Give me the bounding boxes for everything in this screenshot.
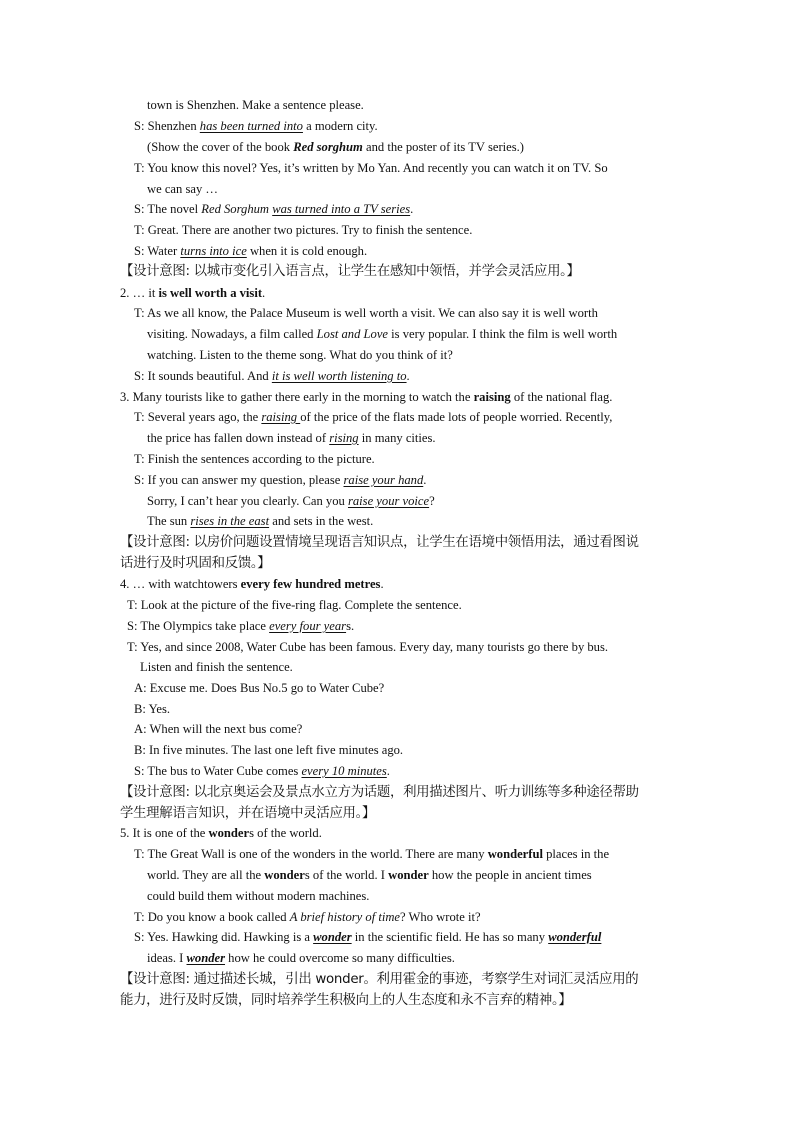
emphasized-text: Red Sorghum [201,202,270,216]
text-line [127,598,462,613]
text-line [134,910,481,925]
text-segment: when it is cold enough. [246,244,368,258]
text-line [134,702,170,717]
design-intent-note [120,535,639,551]
text-segment: town is Shenzhen. Make a sentence please. [147,98,364,112]
text-segment: . [262,286,266,300]
text-line [134,930,601,945]
text-segment: places in the [542,847,610,861]
text-segment: T: Yes, and since 2008, Water Cube has been famous. Every day, many tourists go there by bus. [127,640,609,654]
text-line [134,223,472,238]
text-segment: T: Several years ago, the [134,410,262,424]
text-line [147,494,435,509]
text-segment: the price has fallen down instead of [147,431,330,445]
text-segment: 2. … it [120,286,159,300]
text-line [134,452,375,467]
text-segment: 【设计意图: 通过描述长城，引出 wonder。利用霍金的事迹，考察学生对词汇灵活应用的 [120,972,639,987]
text-line [134,764,390,779]
text-segment: how he could overcome so many difficulties. [225,951,455,965]
text-line [147,868,592,883]
emphasized-text: was turned into a TV series [272,202,411,216]
text-line [134,681,384,696]
emphasized-text: A brief history of time [289,910,401,924]
design-intent-note [120,556,270,572]
design-intent-note [120,264,580,280]
text-segment: T: Do you know a book called [134,910,290,924]
text-segment: T: Look at the picture of the five-ring flag. Complete the sentence. [127,598,462,612]
text-segment: A: When will the next bus come? [134,722,303,736]
text-line [147,514,373,529]
emphasized-text: every few hundred metres [240,577,381,591]
text-segment: B: In five minutes. The last one left five minutes ago. [134,743,404,757]
text-segment: . [406,369,410,383]
text-segment: 【设计意图: 以城市变化引入语言点，让学生在感知中领悟，并学会灵活应用。】 [120,264,580,279]
emphasized-text: it is well worth listening to [271,369,407,383]
section-heading [120,577,384,592]
text-segment: how the people in ancient times [428,868,592,882]
text-segment: could build them without modern machines. [147,889,370,903]
text-line [134,410,612,425]
text-line [134,202,413,217]
text-segment: S: The novel [134,202,202,216]
section-heading [120,826,322,841]
design-intent-note [120,785,639,801]
text-segment: S: It sounds beautiful. And [134,369,272,383]
text-segment: T: As we all know, the Palace Museum is well worth a visit. We can also say it is well worth [134,306,598,320]
text-segment: 4. … with watchtowers [120,577,241,591]
text-line [147,98,364,113]
emphasized-text: every 10 minutes [301,764,387,778]
emphasized-text: wonder [313,930,352,944]
text-segment: 学生理解语言知识，并在语境中灵活应用。】 [120,806,376,821]
text-line [140,660,293,675]
section-heading [120,286,265,301]
text-segment: A: Excuse me. Does Bus No.5 go to Water Cube? [134,681,385,695]
text-segment: S: The Olympics take place [127,619,270,633]
text-line [147,140,524,155]
text-segment: Sorry, I can’t hear you clearly. Can you [147,494,348,508]
text-line [134,161,608,176]
text-segment: ? Who wrote it? [400,910,481,924]
text-segment: . [423,473,427,487]
text-segment: 【设计意图: 以房价问题设置情境呈现语言知识点，让学生在语境中领悟用法，通过看图说 [120,535,639,550]
text-segment: 能力，进行及时反馈，同时培养学生积极向上的人生态度和永不言弃的精神。】 [120,993,572,1008]
text-line [134,369,410,384]
emphasized-text: rises in the east [190,514,270,528]
emphasized-text: wonder [186,951,226,965]
text-segment: S: Yes. Hawking did. Hawking is a [134,930,314,944]
emphasized-text: wonder [264,868,305,882]
text-segment: T: You know this novel? Yes, it’s written by Mo Yan. And recently you can watch it on TV. So [134,161,608,175]
text-line [147,182,218,197]
text-segment: ideas. I [147,951,187,965]
emphasized-text: has been turned into [199,119,303,133]
emphasized-text: wonder [388,868,429,882]
text-segment: The sun [147,514,191,528]
emphasized-text: Red sorghum [293,140,363,154]
text-segment: and sets in the west. [269,514,374,528]
text-line [134,473,426,488]
text-segment: in the scientific field. He has so many [351,930,549,944]
text-segment: watching. Listen to the theme song. What do you think of it? [147,348,453,362]
text-segment: Listen and finish the sentence. [140,660,293,674]
text-line [127,619,354,634]
emphasized-text: raising [473,390,511,404]
text-line [134,306,598,321]
text-segment: S: Water [134,244,181,258]
text-line [134,722,302,737]
text-segment: of the national flag. [510,390,613,404]
text-segment: and the poster of its TV series.) [362,140,524,154]
text-segment: B: Yes. [134,702,171,716]
text-segment: s. [346,619,355,633]
text-segment: S: Shenzhen [134,119,200,133]
emphasized-text: wonderful [548,930,602,944]
text-segment: is very popular. I think the film is well worth [388,327,618,341]
text-line [147,348,453,363]
text-segment: ? [429,494,435,508]
emphasized-text: turns into ice [180,244,247,258]
text-segment: . [386,764,390,778]
text-segment: T: Great. There are another two pictures. Try to finish the sentence. [134,223,473,237]
text-segment: in many cities. [358,431,436,445]
emphasized-text: is well worth a visit [158,286,263,300]
text-segment: (Show the cover of the book [147,140,294,154]
text-segment: S: The bus to Water Cube comes [134,764,302,778]
text-line [147,889,369,904]
emphasized-text: wonderful [487,847,543,861]
text-segment: T: The Great Wall is one of the wonders in the world. There are many [134,847,488,861]
text-segment: s of the world. [249,826,322,840]
text-segment: 3. Many tourists like to gather there early in the morning to watch the [120,390,474,404]
text-segment: S: If you can answer my question, please [134,473,344,487]
emphasized-text: every four year [269,619,347,633]
text-line [134,743,403,758]
text-segment: a modern city. [302,119,378,133]
text-segment: s of the world. I [304,868,389,882]
text-segment: . [410,202,414,216]
text-segment: . [380,577,384,591]
text-segment: visiting. Nowadays, a film called [147,327,317,341]
text-line [147,327,617,342]
text-segment: we can say … [147,182,218,196]
text-segment: of the price of the flats made lots of people worried. Recently, [300,410,613,424]
text-segment: 话进行及时巩固和反馈。】 [120,556,271,571]
design-intent-note [120,993,571,1009]
emphasized-text: raise your voice [347,494,430,508]
text-line [147,951,455,966]
section-heading [120,390,612,405]
emphasized-text: wonder [208,826,250,840]
text-line [134,244,367,259]
text-line [127,640,608,655]
text-line [134,847,609,862]
text-segment: T: Finish the sentences according to the picture. [134,452,375,466]
emphasized-text: raising [261,410,301,424]
emphasized-text: Lost and Love [316,327,389,341]
text-segment: world. They are all the [147,868,265,882]
text-segment: 5. It is one of the [120,826,209,840]
text-line [147,431,436,446]
emphasized-text: raise your hand [343,473,424,487]
text-segment: 【设计意图: 以北京奥运会及景点水立方为话题，利用描述图片、听力训练等多种途径帮助 [120,785,639,800]
design-intent-note [120,806,375,822]
design-intent-note [120,972,638,988]
emphasized-text: rising [329,431,359,445]
text-line [134,119,378,134]
